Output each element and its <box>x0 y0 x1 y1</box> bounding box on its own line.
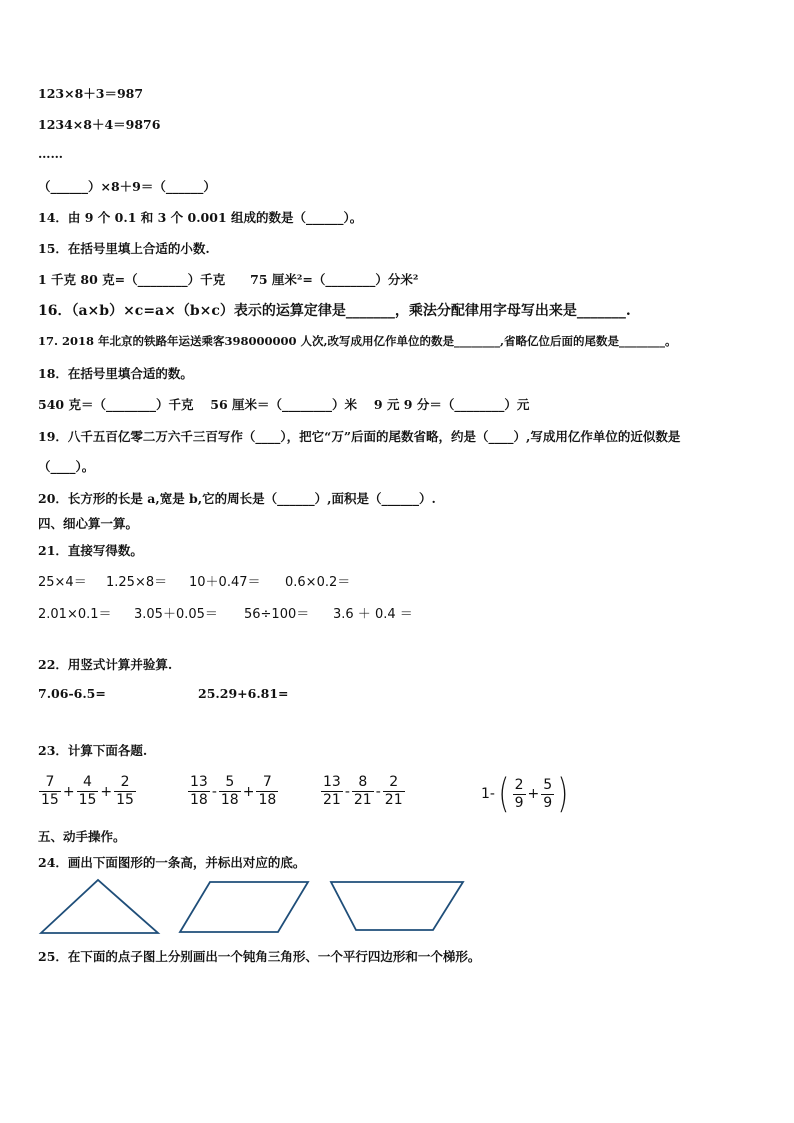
q23-expression-3: $\frac{13}{21}$ - $\frac{8}{21}$ - $\frac{2}{21}$ <box>323 774 403 808</box>
q21-calc-8: 3.6 ＋ 0.4 ＝ <box>333 607 413 622</box>
question-15-items: 1 千克 80 克=（________）千克 75 厘米²=（________）分米² <box>38 272 419 287</box>
question-19-line2: （____）。 <box>38 459 95 474</box>
question-16: 16．（a×b）×c=a×（b×c）表示的运算定律是_______，乘法分配律用字母写出来是_______. <box>38 303 631 319</box>
section-4-heading: 四、细心算一算。 <box>38 516 139 531</box>
trapezoid-shape <box>328 878 466 934</box>
q21-calc-7: 56÷100＝ <box>244 607 310 622</box>
q21-calc-3: 10＋0.47＝ <box>189 575 261 590</box>
q22-calc-1: 7.06-6.5= <box>38 686 106 701</box>
question-23: 23．计算下面各题. <box>38 743 148 758</box>
q23-expression-4: 1- ( $\frac{2}{9}$ + $\frac{5}{9}$ ) <box>481 771 569 817</box>
question-17: 17. 2018 年北京的铁路年运送乘客398000000 人次,改写成用亿作单位的数是________,省略亿位后面的尾数是________。 <box>38 334 677 348</box>
question-18-items: 540 克＝（________）千克 56 厘米＝（________）米 9 元 9 分＝（________）元 <box>38 397 530 412</box>
line-eq1: 123×8＋3＝987 <box>38 86 144 101</box>
question-22: 22．用竖式计算并验算. <box>38 657 173 672</box>
section-5-heading: 五、动手操作。 <box>38 829 126 844</box>
line-eq2: 1234×8＋4＝9876 <box>38 117 161 132</box>
q21-calc-2: 1.25×8＝ <box>106 575 168 590</box>
question-15: 15．在括号里填上合适的小数. <box>38 241 210 256</box>
line-eq-blank: （______）×8＋9＝（______） <box>38 179 216 194</box>
q22-calc-2: 25.29+6.81= <box>198 686 289 701</box>
q21-calc-6: 3.05＋0.05＝ <box>134 607 218 622</box>
question-19-line1: 19．八千五百亿零二万六千三百写作（____），把它“万”后面的尾数省略，约是（____）,写成用亿作单位的近似数是 <box>38 429 681 444</box>
question-18: 18．在括号里填合适的数。 <box>38 366 193 381</box>
line-dots: …… <box>38 146 63 161</box>
parallelogram-shape <box>176 878 312 936</box>
q21-calc-5: 2.01×0.1＝ <box>38 607 112 622</box>
triangle-shape <box>38 876 162 936</box>
q23-expression-2: $\frac{13}{18}$ - $\frac{5}{18}$ + $\frac{7}{18}$ <box>190 774 277 808</box>
q23-expression-1: $\frac{7}{15}$ + $\frac{4}{15}$ + $\frac{2}{15}$ <box>41 774 134 808</box>
q21-calc-4: 0.6×0.2＝ <box>285 575 351 590</box>
question-20: 20．长方形的长是 a,宽是 b,它的周长是（______）,面积是（______）. <box>38 491 436 506</box>
question-25: 25．在下面的点子图上分别画出一个钝角三角形、一个平行四边形和一个梯形。 <box>38 949 481 964</box>
question-21: 21．直接写得数。 <box>38 543 143 558</box>
question-24: 24．画出下面图形的一条高，并标出对应的底。 <box>38 855 306 870</box>
question-14: 14．由 9 个 0.1 和 3 个 0.001 组成的数是（______）。 <box>38 210 363 225</box>
q21-calc-1: 25×4＝ <box>38 575 87 590</box>
